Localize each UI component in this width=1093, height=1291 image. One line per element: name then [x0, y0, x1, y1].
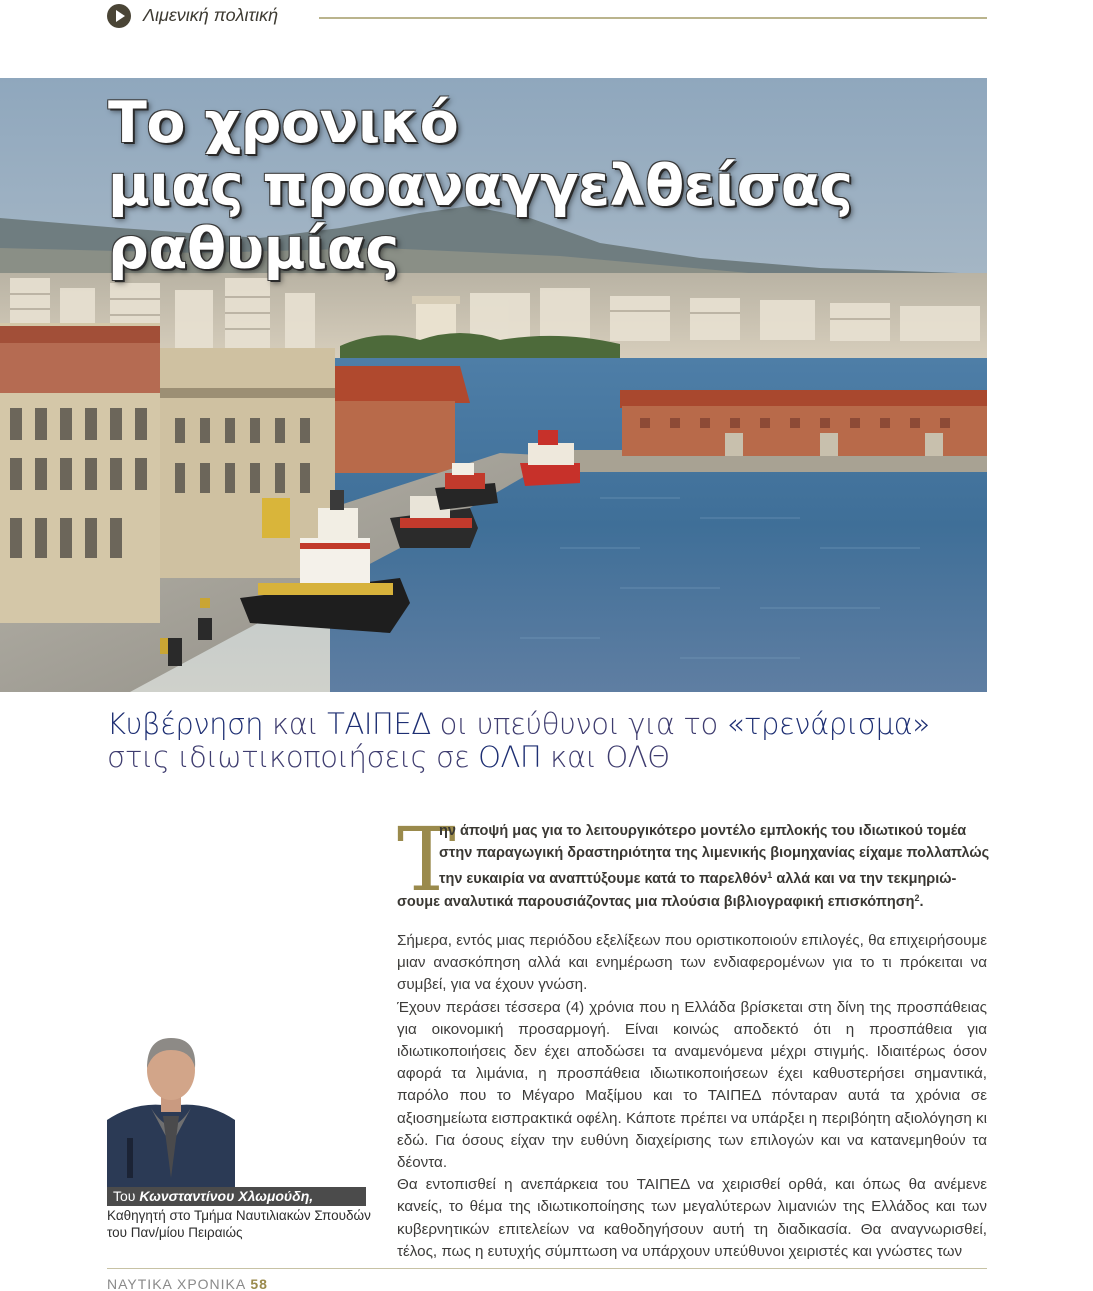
- author-portrait: [107, 1028, 235, 1188]
- author-prefix: Του: [113, 1188, 140, 1204]
- subtitle-highlight: ΟΛΠ: [478, 740, 542, 774]
- article-title: [108, 92, 853, 281]
- drop-cap: Τ: [397, 808, 456, 911]
- title-line-3: ραθυμίας: [108, 216, 399, 282]
- page-number: 58: [250, 1276, 268, 1291]
- play-arrow-icon: [107, 4, 131, 28]
- magazine-name: ΝΑΥΤΙΚΑ ΧΡΟΝΙΚΑ: [107, 1276, 251, 1291]
- hero-photo: [0, 78, 987, 692]
- body-paragraph: Θα εντοπισθεί η ανεπάρκεια του ΤΑΙΠΕΔ να χειρισθεί ορθά, και όπως θα ανέμενε κανείς, το θέμα της ιδιωτικοποίησης των μεγαλύτερων λιμανιών της Ελλάδος και των κυβερνητικών επιτελείων να καθοδηγήσουν αυτή τη διαδικασία. Θα αναγνωρισθεί, τέλος, πως η ευτυχής σύμπτωση να υπάρχουν υπεύθυνοι χειριστές και γνώστες των: [397, 1176, 987, 1260]
- subtitle-line-2: [107, 741, 987, 774]
- footer-divider: [107, 1268, 987, 1269]
- intro-line: στην παραγωγική δραστηριότητα της λιμενικής βιομηχανίας είχαμε πολλαπλώς: [439, 845, 990, 861]
- author-title: Καθηγητή στο Τμήμα Ναυτιλιακών Σπουδών: [107, 1208, 371, 1223]
- intro-text: .: [919, 894, 924, 910]
- subtitle-text: στις ιδιωτικοποιήσεις σε: [107, 740, 479, 774]
- author-photo: [107, 1028, 235, 1188]
- article-body: [397, 930, 987, 1263]
- intro-text: αλλά και να την τεκμηριώ-: [772, 871, 957, 887]
- subtitle-text: οι υπεύθυνοι για το: [430, 707, 727, 741]
- section-header: [107, 4, 987, 28]
- section-title: Λιμενική πολιτική: [143, 5, 279, 25]
- intro-line: [397, 888, 924, 913]
- article-subtitle: [107, 708, 987, 774]
- intro-text: την ευκαιρία να αναπτύξουμε κατά το παρελθόν: [439, 871, 768, 887]
- intro-text: σουμε αναλυτικά παρουσιάζοντας μια πλούσια βιβλιογραφική επισκόπηση: [397, 894, 915, 910]
- footnote-ref: 1: [767, 870, 773, 880]
- title-line-2: μιας προαναγγελθείσας: [108, 153, 853, 219]
- subtitle-line-1: [107, 708, 987, 741]
- body-paragraph: Έχουν περάσει τέσσερα (4) χρόνια που η Ελλάδα βρίσκεται στη δίνη της προσπάθειας για οικονομική προσαρμογή. Είναι κοινώς αποδεκτό ότι η προσπάθεια για ιδιωτικοποιήσεις δεν έχει αποδώσει τα αναμενόμενα μέχρι στιγμής. Ιδιαιτέρως όσον αφορά τα λιμάνια, η προσπάθεια ιδιωτικοποιήσεων έχει καθυστερήσει σημαντικά, παρόλο που το Μέγαρο Μαξίμου και το ΤΑΙΠΕΔ πόνταραν αυτά τα χρόνια σε αξιοσημείωτα εισπρακτικά οφέλη. Κάποτε πρέπει να υπάρξει η περιβόητη αξιολόγηση κι εδώ. Για όσους είχαν την ευθύνη διαχείρισης των επιλογών και να κατανεμηθούν τα δέοντα.: [397, 998, 987, 1172]
- subtitle-text: και ΟΛΘ: [541, 740, 670, 774]
- body-paragraph: Σήμερα, εντός μιας περιόδου εξελίξεων που οριστικοποιούν επιλογές, θα επιχειρήσουμε μιαν ανασκόπηση αλλά και ενημέρωση των ενδιαφερομένων για το τι πρόκειται να συμβεί, για να έχουν γνώση.: [397, 932, 987, 994]
- author-name-bar: [107, 1187, 366, 1206]
- page-footer: [107, 1276, 268, 1291]
- subtitle-highlight: ΤΑΙΠΕΔ: [327, 707, 431, 741]
- author-affiliation: του Παν/μίου Πειραιώς: [107, 1225, 243, 1240]
- subtitle-highlight: «τρενάρισμα»: [726, 707, 930, 741]
- intro-line: [439, 865, 956, 890]
- footnote-ref: 2: [914, 893, 920, 903]
- intro-line: ην άποψή μας για το λειτουργικότερο μοντέλο εμπλοκής του ιδιωτικού τομέα: [439, 823, 967, 839]
- subtitle-highlight: Κυβέρνηση: [107, 707, 264, 741]
- intro-paragraph: [397, 808, 990, 911]
- title-line-1: Το χρονικό: [108, 90, 459, 156]
- subtitle-text: και: [263, 707, 328, 741]
- header-divider: [319, 17, 987, 19]
- author-caption: [107, 1207, 387, 1241]
- author-name: Κωνσταντίνου Χλωμούδη,: [139, 1188, 314, 1204]
